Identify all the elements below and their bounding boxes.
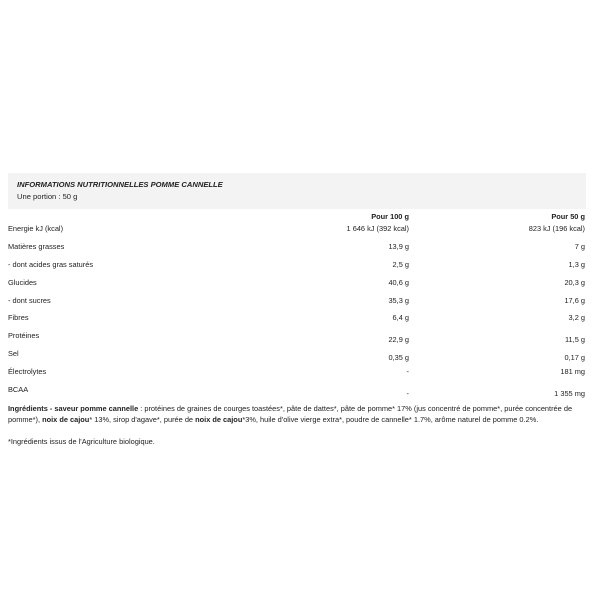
value-per-100g <box>289 260 415 278</box>
value-per-50g-text: 7 g <box>574 241 585 251</box>
value-per-100g <box>289 224 415 242</box>
value-per-50g-text: 1 355 mg <box>554 389 585 399</box>
nutrient-label-text: Fibres <box>8 313 29 323</box>
value-per-50g <box>415 313 586 331</box>
value-per-50g <box>415 278 586 296</box>
value-per-100g <box>289 296 415 314</box>
value-per-100g-text: 22,9 g <box>388 335 409 345</box>
ingredients-part-1: : protéines de graines de courges toastées*, pâte de dattes*, pâte de pomme* 17% (jus concentré de pomme*, purée concentrée de pomme*), <box>8 403 573 425</box>
nutrient-label-text: - dont acides gras saturés <box>8 259 94 269</box>
table-row <box>8 385 586 403</box>
table-row <box>8 260 586 278</box>
nutrition-title: INFORMATIONS NUTRITIONNELLES POMME CANNELLE <box>17 180 223 189</box>
value-per-50g-text: 1,3 g <box>568 259 585 269</box>
nutrient-label-text: Matières grasses <box>8 241 65 251</box>
value-per-50g-text: 823 kJ (196 kcal) <box>528 224 585 233</box>
value-per-100g-text: 0,35 g <box>388 353 409 363</box>
nutrient-label <box>8 385 289 403</box>
column-header-per-50g: Pour 50 g <box>551 212 585 221</box>
table-row <box>8 313 586 331</box>
value-per-100g <box>289 278 415 296</box>
nutrient-label <box>8 349 289 367</box>
table-row <box>8 278 586 296</box>
ingredients-part-3: *3%, huile d'olive vierge extra*, poudre de cannelle* 1.7%, arôme naturel de pomme 0.2%. <box>242 415 539 425</box>
value-per-50g <box>415 349 586 367</box>
nutrient-label <box>8 331 289 349</box>
ingredients-bold-2: noix de cajou <box>195 415 243 425</box>
value-per-50g <box>415 385 586 403</box>
nutrient-label-text: Électrolytes <box>8 367 47 377</box>
value-per-100g <box>289 385 415 403</box>
value-per-100g <box>289 313 415 331</box>
nutrient-label-text: Protéines <box>8 331 40 341</box>
nutrient-label-text: - dont sucres <box>8 295 51 305</box>
value-per-100g-text: 40,6 g <box>388 277 409 287</box>
nutrient-label <box>8 278 289 296</box>
value-per-100g-text: 13,9 g <box>388 241 409 251</box>
value-per-50g <box>415 242 586 260</box>
table-row <box>8 224 586 242</box>
value-per-100g-text: 1 646 kJ (392 kcal) <box>346 224 409 233</box>
value-per-50g-text: 3,2 g <box>568 313 585 323</box>
table-row <box>8 349 586 367</box>
nutrient-label-text: Sel <box>8 349 19 359</box>
ingredients-heading: Ingrédients - saveur pomme cannelle <box>8 403 139 413</box>
value-per-100g <box>289 242 415 260</box>
value-per-50g <box>415 260 586 278</box>
portion-size: Une portion : 50 g <box>17 192 78 201</box>
nutrient-label <box>8 367 289 385</box>
value-per-100g-text: 2,5 g <box>392 259 409 269</box>
nutrition-table <box>8 209 586 403</box>
value-per-50g <box>415 331 586 349</box>
table-row <box>8 367 586 385</box>
nutrient-label-text: BCAA <box>8 385 29 395</box>
label-column-header <box>8 209 289 224</box>
table-row <box>8 242 586 260</box>
value-per-100g-text: - <box>406 389 409 399</box>
table-row <box>8 296 586 314</box>
nutrient-label <box>8 224 289 242</box>
value-per-100g <box>289 331 415 349</box>
ingredients-part-2: * 13%, sirop d'agave*, purée de <box>89 415 196 425</box>
nutrient-label <box>8 296 289 314</box>
table-row <box>8 331 586 349</box>
nutrient-label <box>8 260 289 278</box>
nutrition-header <box>8 173 586 209</box>
value-per-50g-text: 11,5 g <box>565 335 585 345</box>
value-per-100g-text: - <box>406 367 409 377</box>
ingredients-text <box>8 403 586 426</box>
value-per-100g <box>289 367 415 385</box>
nutrient-label <box>8 313 289 331</box>
nutrient-label-text: Glucides <box>8 277 37 287</box>
value-per-100g-text: 6,4 g <box>392 313 409 323</box>
value-per-100g-text: 35,3 g <box>388 295 409 305</box>
value-per-50g-text: 181 mg <box>560 367 585 377</box>
value-per-50g <box>415 296 586 314</box>
value-per-50g-text: 0,17 g <box>564 353 585 363</box>
nutrient-label <box>8 242 289 260</box>
nutrition-panel <box>8 173 586 446</box>
ingredients-bold-1: noix de cajou <box>42 415 90 425</box>
organic-note: *Ingrédients issus de l'Agriculture biologique. <box>8 436 155 446</box>
value-per-50g-text: 20,3 g <box>564 277 585 287</box>
column-header-per-100g: Pour 100 g <box>371 212 409 221</box>
nutrient-label-text: Energie kJ (kcal) <box>8 224 64 233</box>
table-header-row <box>8 209 586 224</box>
value-per-50g <box>415 224 586 242</box>
value-per-50g-text: 17,6 g <box>564 295 585 305</box>
value-per-100g <box>289 349 415 367</box>
value-per-50g <box>415 367 586 385</box>
